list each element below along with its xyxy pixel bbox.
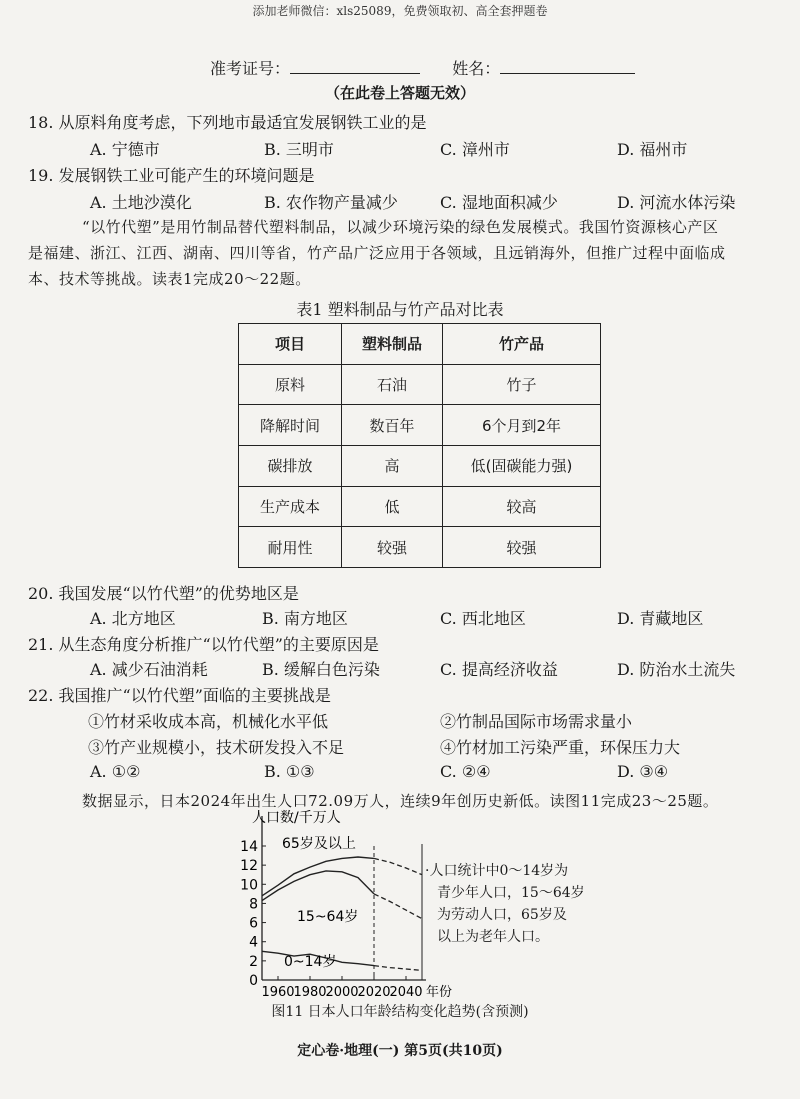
x-tick-label: 2000 [325,985,359,998]
note-line: 以上为老年人口。 [437,929,549,945]
y-tick-label: 14 [240,839,258,855]
table-cell: 低(固碳能力强) [443,445,601,486]
table-cell: 较强 [443,527,601,568]
passage-line: 本、技术等挑战。读表1完成20～22题。 [28,270,311,288]
comparison-table [238,323,601,568]
chart-note [425,860,585,948]
table-header-row [239,324,601,365]
option: A. 宁德市 [90,140,160,159]
exam-info-line [210,56,635,79]
option: A. 土地沙漠化 [90,193,192,212]
y-tick-label: 10 [240,877,258,894]
series-line-1 [262,871,374,901]
option: B. 三明市 [264,140,334,159]
name-label: 姓名： [452,59,501,78]
table-cell: 碳排放 [239,445,342,486]
x-tick-label: 1980 [293,985,327,998]
question-18: 18. 从原料角度考虑，下列地市最适宜发展钢铁工业的是 [28,113,427,132]
table-cell: 较高 [443,486,601,527]
x-tick-label: 1960 [261,985,295,998]
y-tick-label: 8 [249,896,258,913]
statement: ③竹产业规模小，技术研发投入不足 [88,738,345,757]
table-cell: 石油 [342,364,443,405]
note-line: ·人口统计中0～14岁为 [425,863,569,879]
table-cell: 耐用性 [239,527,342,568]
question-19: 19. 发展钢铁工业可能产生的环境问题是 [28,166,315,185]
exam-number-blank [290,59,420,74]
label-65-plus: 65岁及以上 [282,836,356,852]
column-header: 项目 [239,324,342,365]
table-row [239,445,601,486]
note-line: 青少年人口，15～64岁 [437,885,585,901]
y-tick-label: 2 [249,953,258,970]
option: D. 福州市 [617,140,688,159]
column-header: 竹产品 [443,324,601,365]
passage-line: 是福建、浙江、江西、湖南、四川等省，竹产品广泛应用于各领域，且远销海外，但推广过程中面临成 [28,244,726,262]
y-tick-label: 4 [249,934,258,951]
table-row [239,405,601,446]
x-tick-label: 2040 [389,985,423,998]
table-title: 表1 塑料制品与竹产品对比表 [296,300,504,319]
option: D. 青藏地区 [617,609,704,628]
option: D. ③④ [617,762,669,781]
series-forecast-0 [374,966,422,971]
y-axis-title: 人口数/千万人 [252,810,341,826]
label-0-14: 0~14岁 [284,954,337,970]
table-cell: 生产成本 [239,486,342,527]
table-cell: 竹子 [443,364,601,405]
option: D. 防治水土流失 [617,660,736,679]
table-cell: 降解时间 [239,405,342,446]
question-22: 22. 我国推广“以竹代塑”面临的主要挑战是 [28,686,331,705]
statement: ②竹制品国际市场需求量小 [440,712,633,731]
label-15-64: 15~64岁 [297,909,359,925]
option: B. 农作物产量减少 [264,193,398,212]
option: C. 西北地区 [440,609,526,628]
option: A. 北方地区 [90,609,176,628]
y-tick-label: 0 [249,973,258,989]
table-cell: 低 [342,486,443,527]
figure-caption: 图11 日本人口年龄结构变化趋势(含预测) [271,1004,529,1020]
y-tick-label: 12 [240,858,258,875]
table-row [239,527,601,568]
table-cell: 原料 [239,364,342,405]
option: C. 提高经济收益 [440,660,558,679]
table-cell: 较强 [342,527,443,568]
option: A. 减少石油消耗 [90,660,208,679]
table-cell: 高 [342,445,443,486]
passage-line: 数据显示，日本2024年出生人口72.09万人，连续9年创历史新低。读图11完成23～25题。 [82,792,719,810]
option: C. 湿地面积减少 [440,193,558,212]
exam-number-label: 准考证号： [210,59,291,78]
statement: ④竹材加工污染严重，环保压力大 [440,738,681,757]
table-row [239,486,601,527]
option: A. ①② [90,762,141,781]
table-cell: 6个月到2年 [443,405,601,446]
question-21: 21. 从生态角度分析推广“以竹代塑”的主要原因是 [28,635,379,654]
option: D. 河流水体污染 [617,193,736,212]
option: C. 漳州市 [440,140,510,159]
note-line: 为劳动人口，65岁及 [437,907,567,923]
series-forecast-1 [374,894,422,919]
option: B. ①③ [264,762,315,781]
column-header: 塑料制品 [342,324,443,365]
passage-line: “以竹代塑”是用竹制品替代塑料制品，以减少环境污染的绿色发展模式。我国竹资源核心产区 [82,218,719,236]
y-tick-label: 6 [249,915,258,932]
series-forecast-2 [374,858,422,874]
option: B. 南方地区 [262,609,348,628]
name-blank [500,59,635,74]
statement: ①竹材采收成本高，机械化水平低 [88,712,329,731]
option: B. 缓解白色污染 [262,660,380,679]
question-20: 20. 我国发展“以竹代塑”的优势地区是 [28,584,299,603]
table-cell: 数百年 [342,405,443,446]
x-tick-label: 2020 [357,985,391,998]
promo-note: 添加老师微信：xls25089，免费领取初、高全套押题卷 [252,4,548,18]
x-axis-title: 年份 [426,985,453,998]
page-footer: 定心卷·地理(一) 第5页(共10页) [297,1043,503,1059]
invalid-note: （在此卷上答题无效） [324,84,475,102]
option: C. ②④ [440,762,491,781]
table-row [239,364,601,405]
